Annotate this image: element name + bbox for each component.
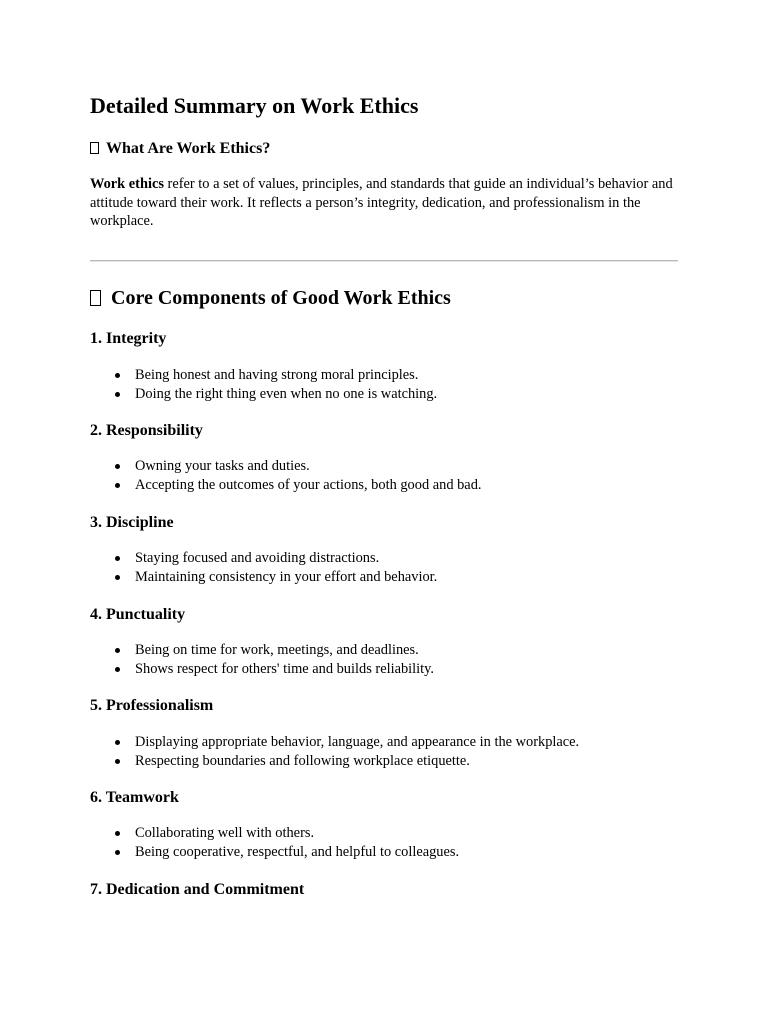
integrity-bullet-list xyxy=(90,366,437,403)
list-item: Accepting the outcomes of your actions, both good and bad. xyxy=(90,476,482,495)
list-item: Collaborating well with others. xyxy=(90,824,459,843)
professionalism-bullet-list xyxy=(90,733,579,770)
horizontal-divider xyxy=(90,260,678,262)
list-item: Doing the right thing even when no one is watching. xyxy=(90,385,437,404)
list-item: Maintaining consistency in your effort and behavior. xyxy=(90,568,437,587)
component-title-responsibility: 2. Responsibility xyxy=(90,422,203,439)
list-item: Owning your tasks and duties. xyxy=(90,457,482,476)
missing-glyph-icon xyxy=(90,142,99,154)
list-item: Being honest and having strong moral principles. xyxy=(90,366,437,385)
list-item: Shows respect for others' time and builds reliability. xyxy=(90,660,434,679)
document-title: Detailed Summary on Work Ethics xyxy=(90,93,419,118)
intro-bold-term: Work ethics xyxy=(90,176,164,192)
list-item: Being cooperative, respectful, and helpful to colleagues. xyxy=(90,843,459,862)
component-title-discipline: 3. Discipline xyxy=(90,514,174,531)
component-title-punctuality: 4. Punctuality xyxy=(90,606,186,623)
punctuality-bullet-list xyxy=(90,641,434,678)
list-item: Staying focused and avoiding distractions. xyxy=(90,549,437,568)
component-title-integrity: 1. Integrity xyxy=(90,330,167,347)
list-item: Being on time for work, meetings, and deadlines. xyxy=(90,641,434,660)
component-title-dedication: 7. Dedication and Commitment xyxy=(90,881,305,898)
responsibility-bullet-list xyxy=(90,457,482,494)
component-title-professionalism: 5. Professionalism xyxy=(90,697,214,714)
missing-glyph-icon xyxy=(90,290,101,306)
intro-text: refer to a set of values, principles, and standards that guide an individual’s behavior and attitude toward their work. It reflects a person’s integrity, dedication, and professionalism in the workplace. xyxy=(90,176,673,229)
what-are-work-ethics-heading xyxy=(90,138,270,160)
list-item: Respecting boundaries and following workplace etiquette. xyxy=(90,752,579,771)
core-components-heading xyxy=(90,284,451,312)
list-item: Displaying appropriate behavior, language, and appearance in the workplace. xyxy=(90,733,579,752)
intro-paragraph xyxy=(90,175,682,231)
core-heading-text: Core Components of Good Work Ethics xyxy=(111,287,451,309)
component-title-teamwork: 6. Teamwork xyxy=(90,789,179,806)
discipline-bullet-list xyxy=(90,549,437,586)
what-heading-text: What Are Work Ethics? xyxy=(106,140,271,157)
teamwork-bullet-list xyxy=(90,824,459,861)
